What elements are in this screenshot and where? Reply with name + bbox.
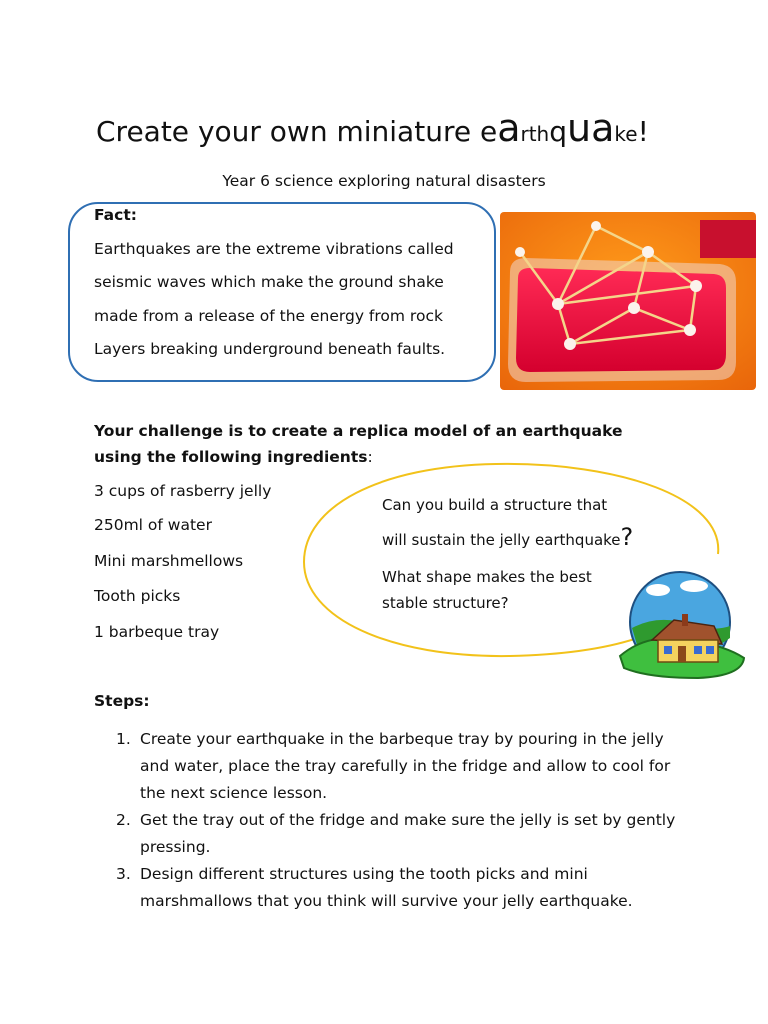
fact-line: seismic waves which make the ground shake — [94, 273, 444, 291]
page-subtitle: Year 6 science exploring natural disasters — [222, 172, 546, 190]
ingredient-item: 1 barbeque tray — [94, 623, 220, 641]
ingredient-item: 250ml of water — [94, 516, 212, 534]
step-item: 2. Get the tray out of the fridge and make sure the jelly is set by gently pressing. — [116, 811, 676, 856]
steps-heading: Steps: — [94, 692, 150, 710]
fact-line: Earthquakes are the extreme vibrations called — [94, 240, 454, 258]
step-item: 1. Create your earthquake in the barbeque tray by pouring in the jelly and water, place the tray carefully in the fridge and allow to cool for the next science lesson. — [116, 730, 671, 802]
question-text: will sustain the jelly earthquake? — [382, 523, 634, 551]
ingredient-item: Mini marshmellows — [94, 552, 244, 570]
question-text: What shape makes the best — [382, 568, 592, 586]
ingredient-item: 3 cups of rasberry jelly — [94, 482, 272, 500]
ingredient-item: Tooth picks — [94, 587, 181, 605]
fact-label: Fact: — [94, 206, 137, 224]
fact-line: made from a release of the energy from rock — [94, 307, 443, 325]
step-item: 3. Design different structures using the tooth picks and mini marshmallows that you think will survive your jelly earthquake. — [116, 865, 633, 910]
fact-line: Layers breaking underground beneath faults. — [94, 340, 446, 358]
challenge-heading: Your challenge is to create a replica model of an earthquake using the following ingredients: — [94, 422, 623, 466]
page-title: Create your own miniature earthquake! — [96, 106, 649, 150]
question-text: Can you build a structure that — [382, 496, 608, 514]
question-text: stable structure? — [382, 594, 509, 612]
house-clipart — [618, 568, 746, 680]
steps-list — [116, 726, 696, 915]
jelly-structure-photo — [500, 212, 756, 390]
